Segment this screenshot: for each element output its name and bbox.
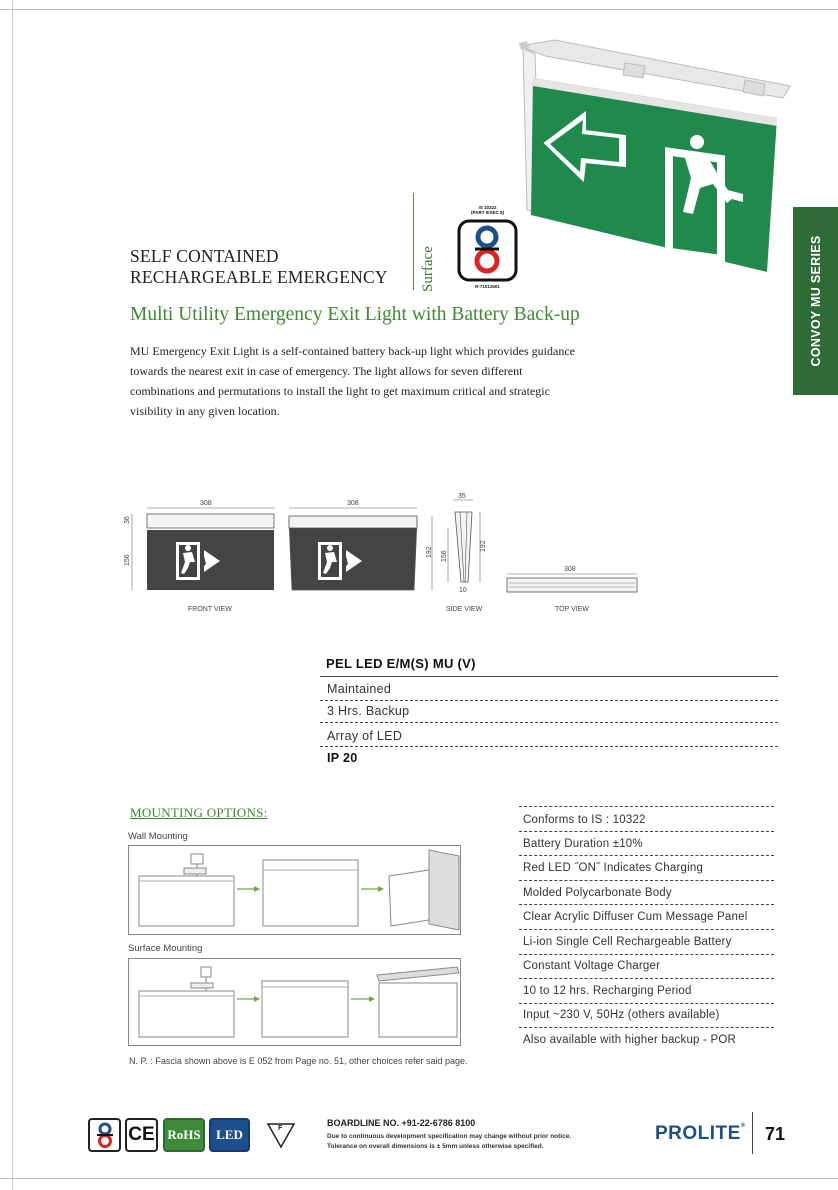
dim-side-bottom: 10 (459, 587, 467, 594)
page-title (130, 246, 388, 288)
dim-mid-width: 308 (347, 500, 359, 507)
dim-top-width: 308 (564, 566, 576, 573)
feature-divider (519, 929, 774, 930)
title-line-2: RECHARGEABLE EMERGENCY (130, 267, 388, 287)
crop-mark-left (12, 0, 13, 1190)
feature-divider (519, 1027, 774, 1028)
f-mark-label: F (278, 1125, 283, 1132)
isi-cert-icon (88, 1118, 121, 1152)
page-number-divider (752, 1112, 753, 1154)
spec-divider (320, 722, 778, 723)
feature-item: Constant Voltage Charger (523, 960, 661, 972)
feature-item: Input ~230 V, 50Hz (others available) (523, 1009, 720, 1021)
feature-divider (519, 855, 774, 856)
label-front-view: FRONT VIEW (188, 606, 232, 613)
dim-front-top: 36 (124, 516, 131, 524)
boardline-number: BOARDLINE NO. +91-22-6786 8100 (327, 1118, 476, 1128)
series-tab-label: CONVOY MU SERIES (808, 235, 823, 367)
rohs-cert-icon: RoHS (163, 1118, 205, 1152)
disclaimer-tolerance: Tolerance on overall dimensions is ± 5mm unless otherwise specified. (327, 1143, 544, 1150)
dim-mid-height: 192 (426, 546, 433, 558)
spec-row: Array of LED (327, 729, 403, 743)
label-side-view: SIDE VIEW (446, 606, 483, 613)
is-certification-badge (455, 205, 520, 295)
spec-divider (320, 676, 778, 677)
brand-logo: PROLITE® (655, 1123, 746, 1144)
wall-mounting-label: Wall Mounting (128, 831, 188, 842)
spec-divider (320, 700, 778, 701)
dim-side-depth: 35 (458, 493, 466, 500)
surface-mounting-diagram (128, 958, 461, 1046)
led-cert-icon: LED (209, 1118, 250, 1152)
feature-item: Also available with higher backup - POR (523, 1034, 736, 1046)
feature-item: Molded Polycarbonate Body (523, 887, 672, 899)
feature-item: Li-ion Single Cell Rechargeable Battery (523, 936, 732, 948)
feature-divider (519, 806, 774, 807)
model-code: PEL LED E/M(S) MU (V) (326, 656, 476, 671)
feature-divider (519, 831, 774, 832)
title-line-1: SELF CONTAINED (130, 246, 279, 266)
fascia-note: N. P. : Fascia shown above is E 052 from Page no. 51, other choices refer said page. (129, 1056, 468, 1066)
product-subtitle: Multi Utility Emergency Exit Light with Battery Back-up (130, 304, 580, 325)
page-number: 71 (765, 1124, 786, 1144)
series-tab (793, 207, 838, 395)
feature-divider (519, 954, 774, 955)
feature-divider (519, 978, 774, 979)
is-badge-top-text: IS 10322 (PART 5/SEC 8) (471, 205, 504, 215)
boardline-info (327, 1118, 571, 1150)
product-description: MU Emergency Exit Light is a self-contained battery back-up light which provides guidance towards the nearest exit in case of emergency. The light allows for seven different combinations and permutations to install the light to get maximum critical and strategic visibility in any given location. (130, 344, 575, 418)
surface-mounting-label: Surface Mounting (128, 943, 203, 954)
feature-item: Red LED ˝ON˝ Indicates Charging (523, 862, 704, 874)
spec-divider (320, 746, 778, 747)
isi-mark-icon (457, 219, 518, 282)
certification-row (88, 1112, 308, 1157)
feature-divider (519, 880, 774, 881)
exit-sign-image (515, 38, 815, 278)
feature-divider (519, 1003, 774, 1004)
dim-side-inner: 156 (441, 550, 448, 562)
feature-item: Battery Duration ±10% (523, 838, 643, 850)
spec-row: IP 20 (327, 751, 358, 765)
feature-divider (519, 904, 774, 905)
title-divider (413, 193, 414, 290)
feature-item: Conforms to IS : 10322 (523, 814, 646, 826)
mount-type-label: Surface (420, 246, 436, 292)
wall-mounting-diagram (128, 845, 461, 935)
dim-front-width: 308 (200, 500, 212, 507)
spec-row: Maintained (327, 682, 392, 696)
is-badge-number: R-71012601 (475, 284, 500, 289)
disclaimer-spec: Due to continuous development specification may change without prior notice. (327, 1133, 572, 1140)
crop-mark-top (0, 0, 838, 10)
dim-front-height: 156 (124, 554, 131, 566)
spec-row: 3 Hrs. Backup (327, 704, 410, 718)
ce-cert-icon: CE (125, 1118, 158, 1152)
crop-mark-bottom (0, 1178, 838, 1190)
feature-item: Clear Acrylic Diffuser Cum Message Panel (523, 911, 748, 923)
label-top-view: TOP VIEW (555, 606, 589, 613)
dimension-drawings (120, 490, 660, 615)
dim-side-height: 192 (480, 540, 487, 552)
feature-item: 10 to 12 hrs. Recharging Period (523, 985, 692, 997)
mounting-heading: MOUNTING OPTIONS: (130, 805, 268, 820)
